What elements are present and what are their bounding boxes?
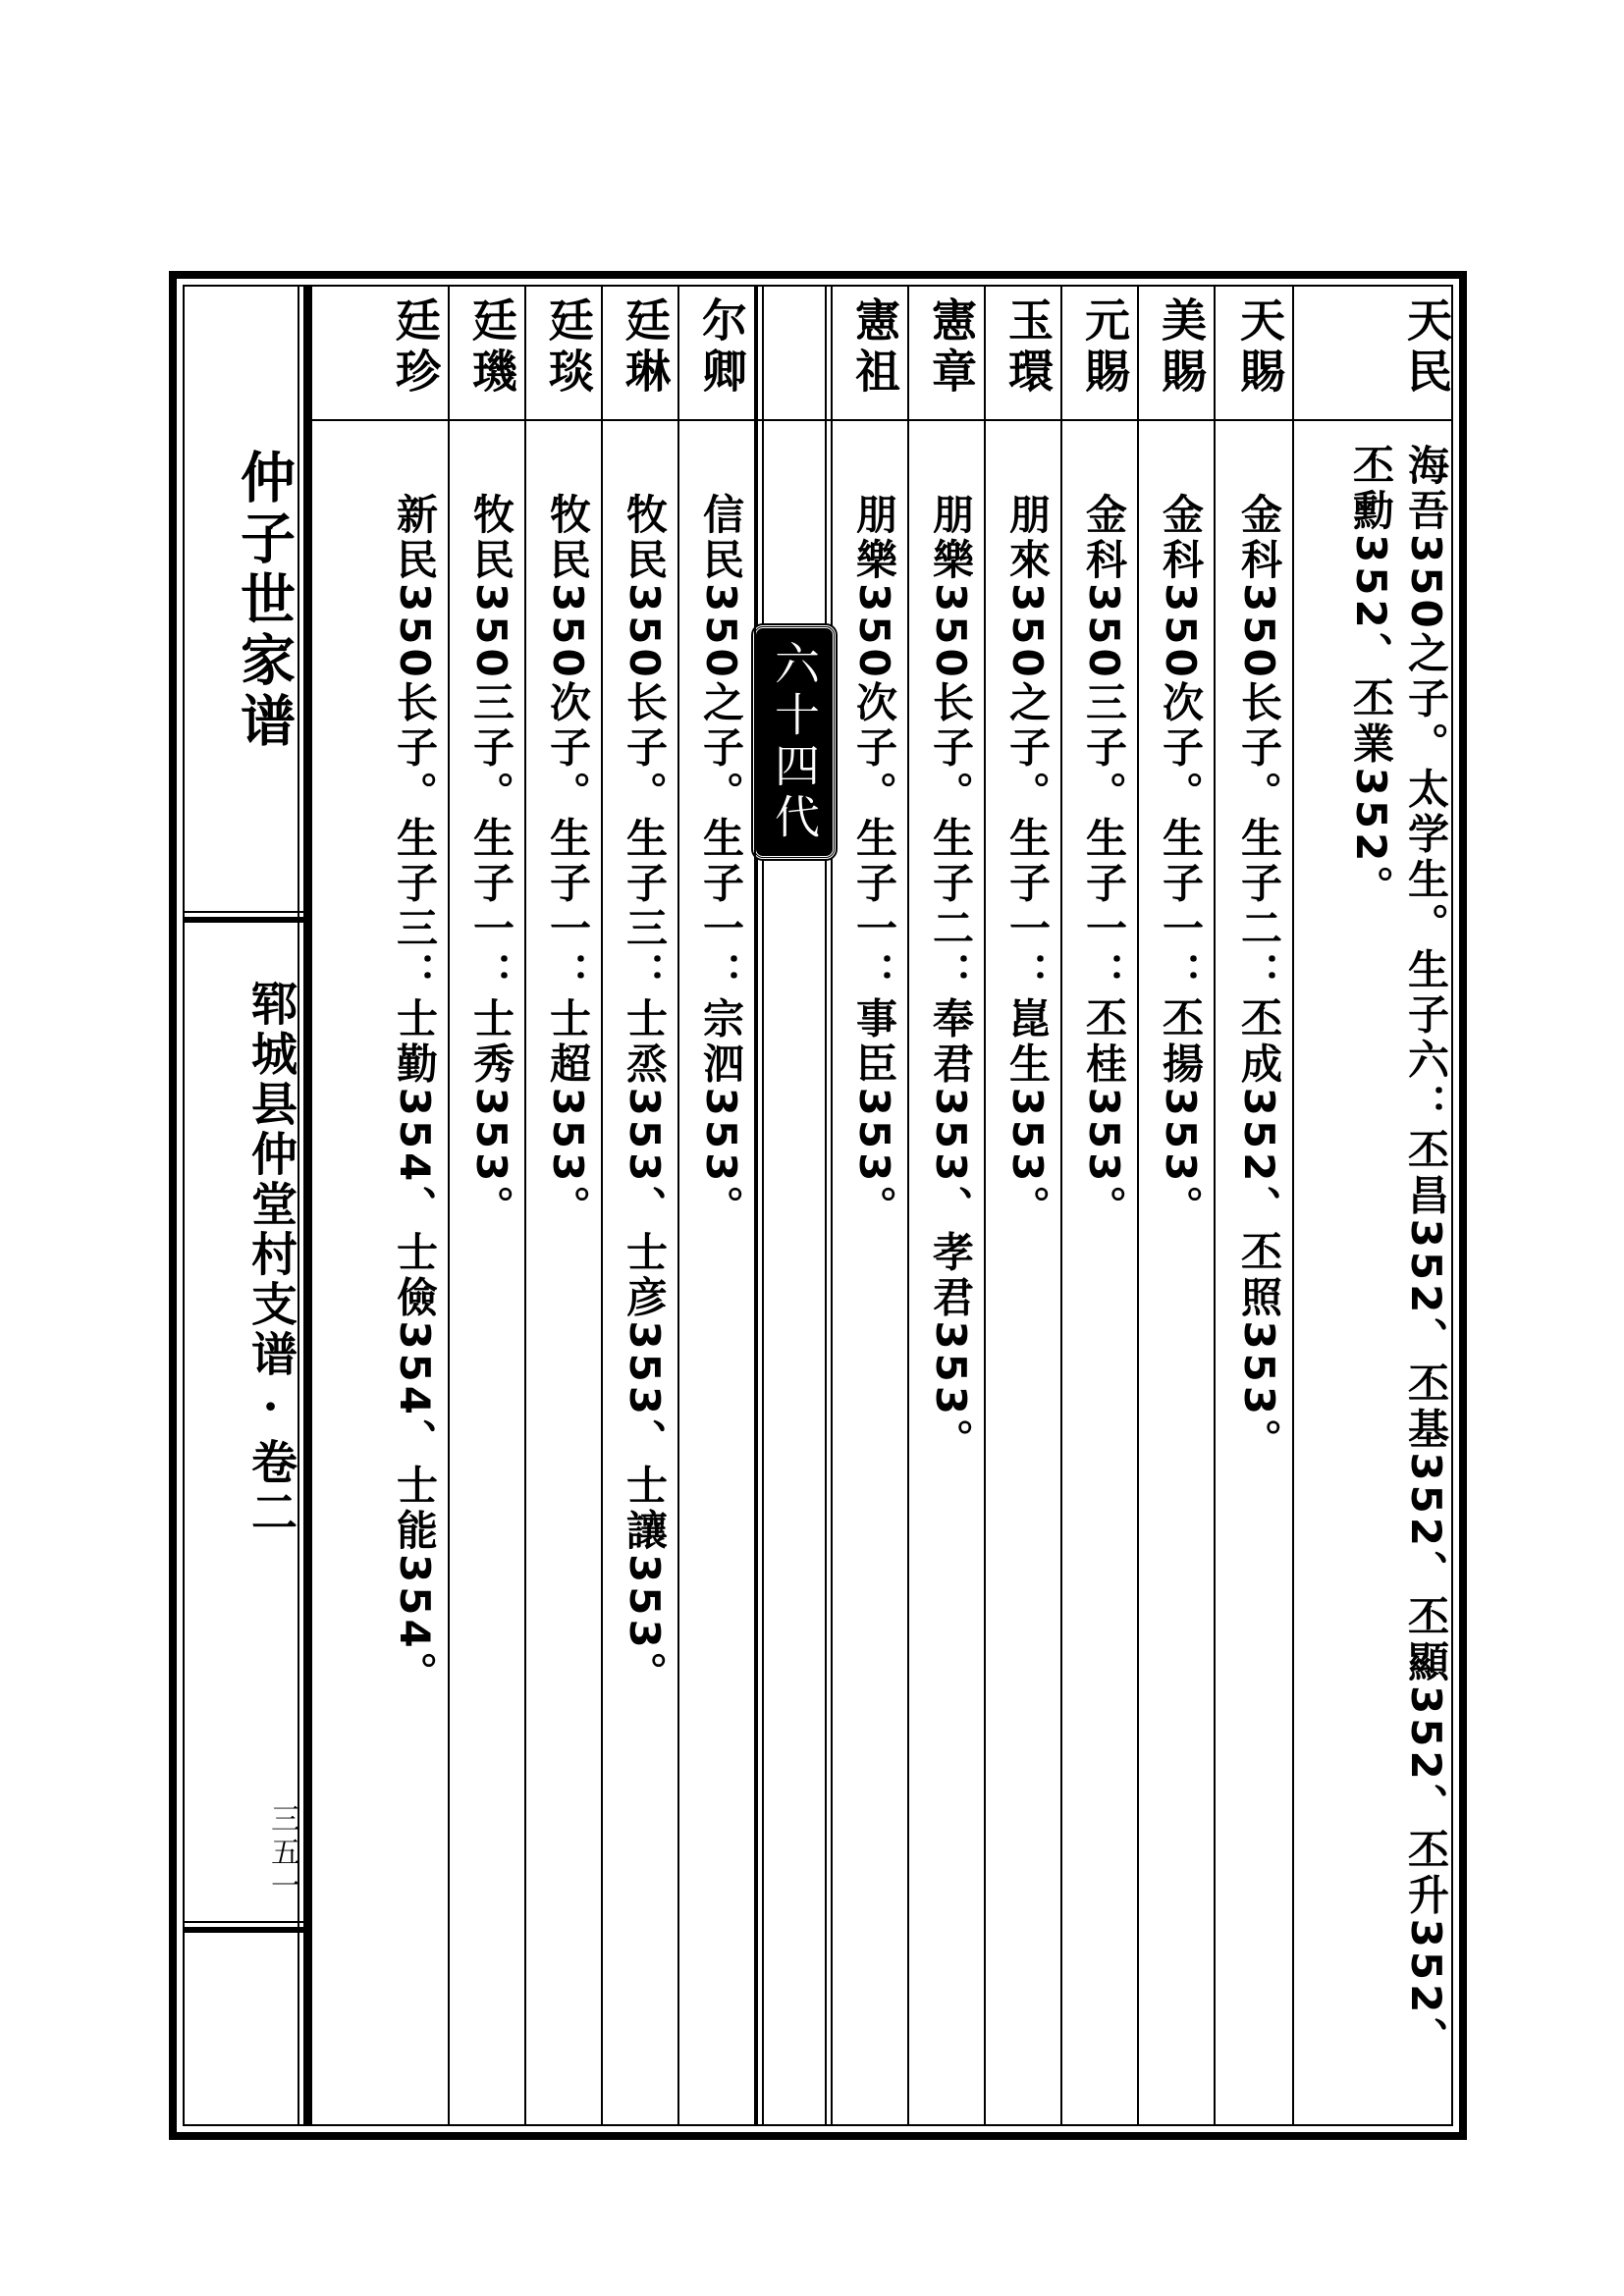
person-name: 廷琰: [542, 296, 595, 399]
entry-body: [1001, 493, 1053, 2181]
entry-body: [542, 493, 593, 2181]
person-name: 玉環: [1001, 296, 1055, 399]
entry-body: [389, 493, 440, 2181]
person-name: 廷珍: [389, 296, 442, 399]
person-name: 元賜: [1078, 296, 1131, 399]
book-title: 仲子世家谱: [232, 449, 297, 753]
page-number: 三五一: [265, 1803, 299, 1903]
entry-body: [848, 493, 899, 2181]
entry-body: [695, 493, 746, 2181]
entry-text: 牧民350长子。生子三：士烝353、士彦353、士讓353。: [621, 493, 669, 1697]
entry-column: [909, 287, 986, 2124]
entry-column: [1139, 287, 1216, 2124]
entry-column: [526, 287, 603, 2124]
entry-column: [1292, 287, 1459, 2124]
entry-body: [619, 493, 670, 2181]
entry-text: 信民350之子。生子一：宗泗353。: [697, 493, 745, 1231]
person-name: 廷璣: [465, 296, 518, 399]
book-spine: [185, 287, 310, 2124]
entry-body: [1345, 444, 1451, 2132]
entry-text: 朋來350之子。生子一：崑生353。: [1003, 493, 1052, 1231]
spine-divider-bottom: [185, 1921, 303, 1933]
entry-column: [679, 287, 756, 2124]
person-name: 美賜: [1155, 296, 1208, 399]
person-name: 廷琳: [619, 296, 672, 399]
person-name: 憲祖: [848, 296, 901, 399]
entry-column: [450, 287, 526, 2124]
blank-margin-column: [310, 287, 359, 2124]
generation-divider: [756, 287, 833, 2124]
entry-text: 海吾350之子。太学生。生子六：丕昌352、丕基352、丕顯352、丕升352、: [1402, 444, 1450, 2062]
entry-text: 朋樂350次子。生子一：事臣353。: [850, 493, 898, 1231]
person-name: 天民: [1400, 296, 1453, 399]
entry-text: 金科350长子。生子二：丕成352、丕照353。: [1235, 493, 1283, 1465]
entry-column: [986, 287, 1062, 2124]
entry-body: [925, 493, 976, 2181]
person-name: 憲章: [925, 296, 978, 399]
entry-body: [1233, 493, 1284, 2181]
entry-text: 金科350三子。生子一：丕桂353。: [1080, 493, 1128, 1231]
volume-title: 郓城县仲堂村支谱·卷二: [244, 979, 298, 1538]
genealogy-grid: [310, 287, 1451, 2124]
entry-text: 金科350次子。生子一：丕揚353。: [1157, 493, 1205, 1231]
entry-column: [833, 287, 909, 2124]
spine-divider-top: [185, 911, 303, 923]
entry-text: 丕勳352、丕業352。: [1347, 444, 1395, 911]
entry-body: [1155, 493, 1206, 2181]
frame-inner-border: [183, 285, 1453, 2126]
page-frame: [169, 271, 1467, 2140]
person-name: 天賜: [1233, 296, 1286, 399]
entry-column: [359, 287, 450, 2124]
entry-text: 牧民350三子。生子一：士秀353。: [467, 493, 515, 1231]
entry-column: [1216, 287, 1294, 2124]
entry-body: [1078, 493, 1129, 2181]
entry-body: [465, 493, 516, 2181]
entry-column: [603, 287, 679, 2124]
entry-column: [1062, 287, 1139, 2124]
entry-text: 牧民350次子。生子一：士超353。: [544, 493, 592, 1231]
generation-label: 六十四代: [753, 625, 836, 859]
person-name: 尔卿: [695, 296, 748, 399]
entry-text: 新民350长子。生子三：士勤354、士儉354、士能354。: [391, 493, 439, 1697]
entry-text: 朋樂350长子。生子二：奉君353、孝君353。: [927, 493, 975, 1465]
